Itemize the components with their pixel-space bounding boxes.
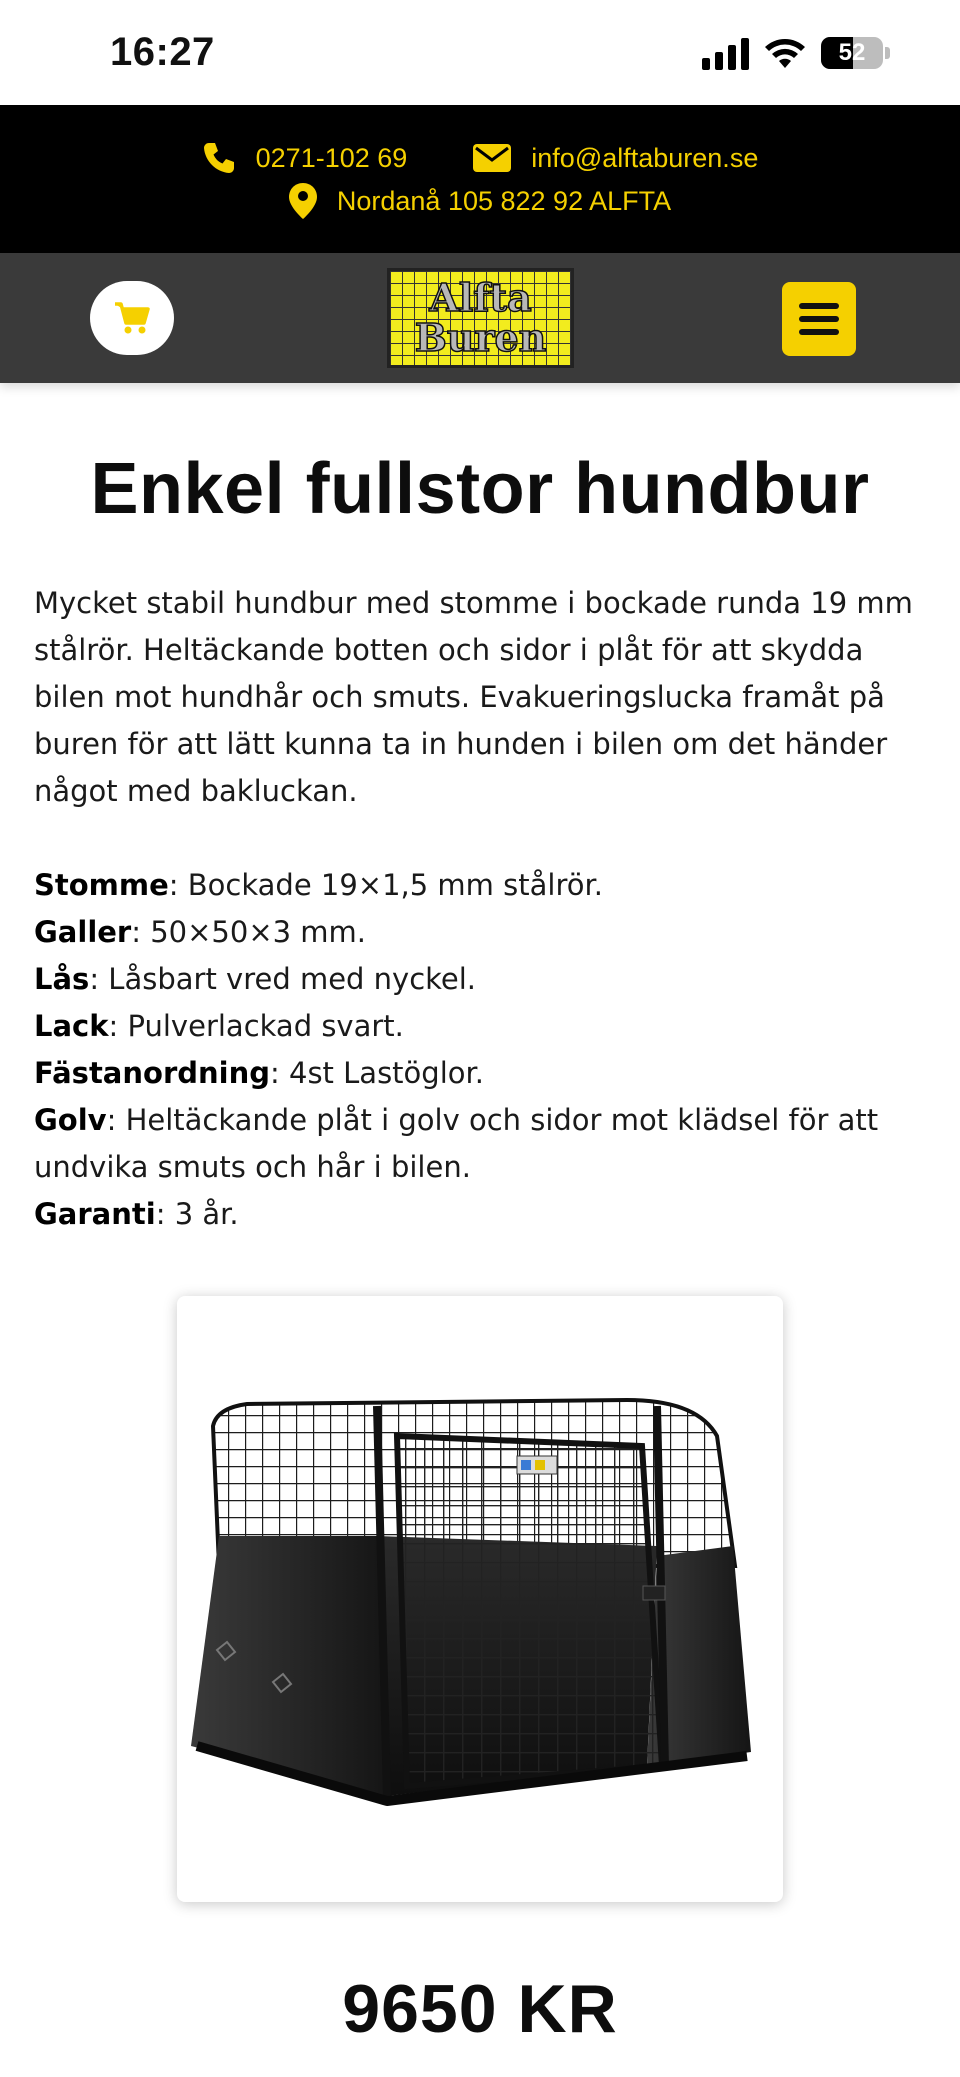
nav-bar bbox=[0, 253, 960, 383]
site-logo[interactable] bbox=[387, 268, 574, 368]
signal-icon bbox=[702, 36, 749, 70]
battery-level: 52 bbox=[838, 39, 866, 66]
mail-icon bbox=[473, 144, 511, 172]
wifi-icon bbox=[763, 36, 807, 70]
spec-item: Garanti: 3 år. bbox=[34, 1197, 239, 1231]
phone-icon bbox=[202, 141, 236, 175]
spec-item: Stomme: Bockade 19×1,5 mm stålrör. bbox=[34, 868, 603, 902]
address-text: Nordanå 105 822 92 ALFTA bbox=[336, 185, 672, 216]
address-link[interactable] bbox=[289, 183, 671, 219]
page-title: Enkel fullstor hundbur bbox=[90, 449, 870, 529]
dog-cage-image bbox=[177, 1296, 783, 1902]
email-text: info@alftaburen.se bbox=[531, 142, 759, 173]
spec-item: Lås: Låsbart vred med nyckel. bbox=[34, 962, 477, 996]
contact-bar bbox=[0, 105, 960, 253]
status-icons bbox=[702, 36, 890, 70]
battery-tip bbox=[885, 47, 890, 59]
logo-text-line1: Alfta bbox=[429, 275, 532, 320]
status-time: 16:27 bbox=[110, 30, 215, 74]
email-link[interactable] bbox=[473, 141, 758, 175]
cart-icon bbox=[114, 301, 150, 335]
location-pin-icon bbox=[289, 183, 317, 219]
spec-item: Lack: Pulverlackad svart. bbox=[34, 1009, 404, 1043]
hamburger-menu-icon[interactable] bbox=[782, 282, 856, 356]
spec-item: Golv: Heltäckande plåt i golv och sidor mot klädsel för att undvika smuts och hår i bilen. bbox=[34, 1103, 879, 1184]
product-description: Mycket stabil hundbur med stomme i bockade runda 19 mm stålrör. Heltäckande botten och sidor i plåt för att skydda bilen mot hundhår och smuts. Evakueringslucka framåt på buren för att lätt kunna ta in hunden i bilen om det händer något med bakluckan. bbox=[34, 586, 913, 808]
logo-text-line2: Buren bbox=[414, 315, 547, 360]
phone-link[interactable] bbox=[202, 141, 408, 175]
spec-item: Galler: 50×50×3 mm. bbox=[34, 915, 367, 949]
spec-item: Fästanordning: 4st Lastöglor. bbox=[34, 1056, 484, 1090]
cart-button[interactable] bbox=[90, 281, 174, 355]
product-image[interactable] bbox=[177, 1296, 783, 1902]
product-price: 9650 KR bbox=[342, 1971, 618, 2047]
phone-text: 0271-102 69 bbox=[255, 142, 408, 173]
battery-icon bbox=[821, 37, 883, 69]
status-bar bbox=[0, 0, 960, 105]
product-specs bbox=[34, 862, 934, 1238]
